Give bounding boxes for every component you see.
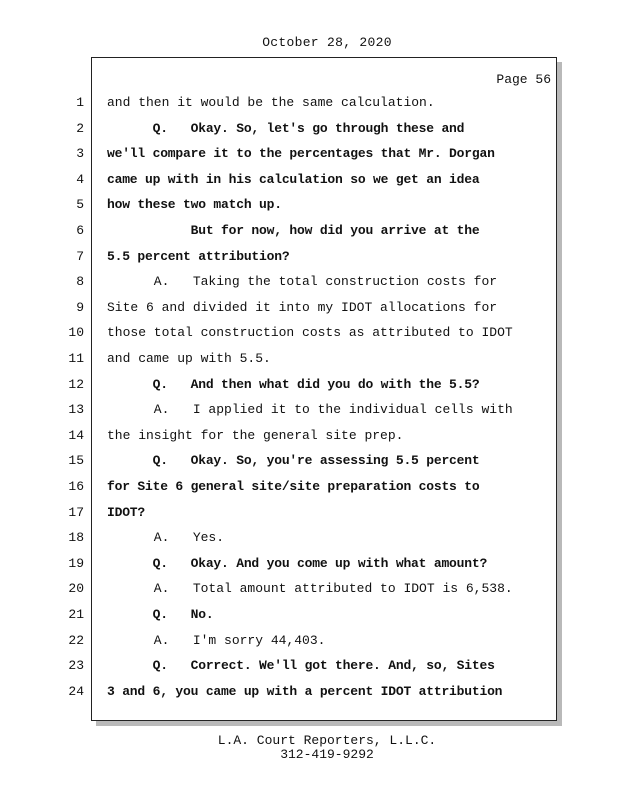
line-text: IDOT?: [107, 505, 146, 520]
line-text: Q. Okay. So, you're assessing 5.5 percent: [107, 453, 480, 468]
line-text: Site 6 and divided it into my IDOT allocations for: [107, 300, 498, 315]
line-number: 17: [68, 505, 84, 520]
line-text: and then it would be the same calculation.: [107, 95, 435, 110]
line-text: Q. Okay. And you come up with what amount?: [107, 556, 488, 571]
line-text: A. I'm sorry 44,403.: [107, 633, 326, 648]
line-number: 18: [68, 530, 84, 545]
line-number: 20: [68, 581, 84, 596]
line-text: A. Yes.: [107, 530, 225, 545]
line-text: 5.5 percent attribution?: [107, 249, 290, 264]
line-text: those total construction costs as attributed to IDOT: [107, 325, 513, 340]
line-number: 15: [68, 453, 84, 468]
line-number: 10: [68, 325, 84, 340]
line-number: 1: [76, 95, 84, 110]
line-text: we'll compare it to the percentages that Mr. Dorgan: [107, 146, 495, 161]
line-text: how these two match up.: [107, 197, 282, 212]
line-text: for Site 6 general site/site preparation costs to: [107, 479, 480, 494]
footer-phone: 312-419-9292: [280, 747, 374, 762]
line-text: A. I applied it to the individual cells with: [107, 402, 513, 417]
line-number: 8: [76, 274, 84, 289]
line-text: 3 and 6, you came up with a percent IDOT attribution: [107, 684, 503, 699]
line-text: Q. And then what did you do with the 5.5?: [107, 377, 480, 392]
line-number: 9: [76, 300, 84, 315]
transcript-date: October 28, 2020: [262, 35, 392, 50]
line-text: came up with in his calculation so we get an idea: [107, 172, 480, 187]
line-number: 13: [68, 402, 84, 417]
line-text: Q. No.: [107, 607, 214, 622]
line-number: 22: [68, 633, 84, 648]
page-number: Page 56: [496, 72, 551, 87]
line-number: 3: [76, 146, 84, 161]
line-number: 24: [68, 684, 84, 699]
line-text: But for now, how did you arrive at the: [107, 223, 480, 238]
line-text: A. Taking the total construction costs for: [107, 274, 498, 289]
line-number: 16: [68, 479, 84, 494]
line-number: 12: [68, 377, 84, 392]
line-text: A. Total amount attributed to IDOT is 6,538.: [107, 581, 513, 596]
line-text: the insight for the general site prep.: [107, 428, 404, 443]
line-number: 4: [76, 172, 84, 187]
line-number: 21: [68, 607, 84, 622]
line-number: 6: [76, 223, 84, 238]
line-number: 5: [76, 197, 84, 212]
footer-company: L.A. Court Reporters, L.L.C.: [217, 733, 437, 748]
line-number: 7: [76, 249, 84, 264]
line-number: 19: [68, 556, 84, 571]
line-number: 23: [68, 658, 84, 673]
line-number: 11: [68, 351, 84, 366]
line-text: Q. Correct. We'll got there. And, so, Sites: [107, 658, 495, 673]
line-text: Q. Okay. So, let's go through these and: [107, 121, 465, 136]
line-number: 14: [68, 428, 84, 443]
line-text: and came up with 5.5.: [107, 351, 271, 366]
line-number: 2: [76, 121, 84, 136]
